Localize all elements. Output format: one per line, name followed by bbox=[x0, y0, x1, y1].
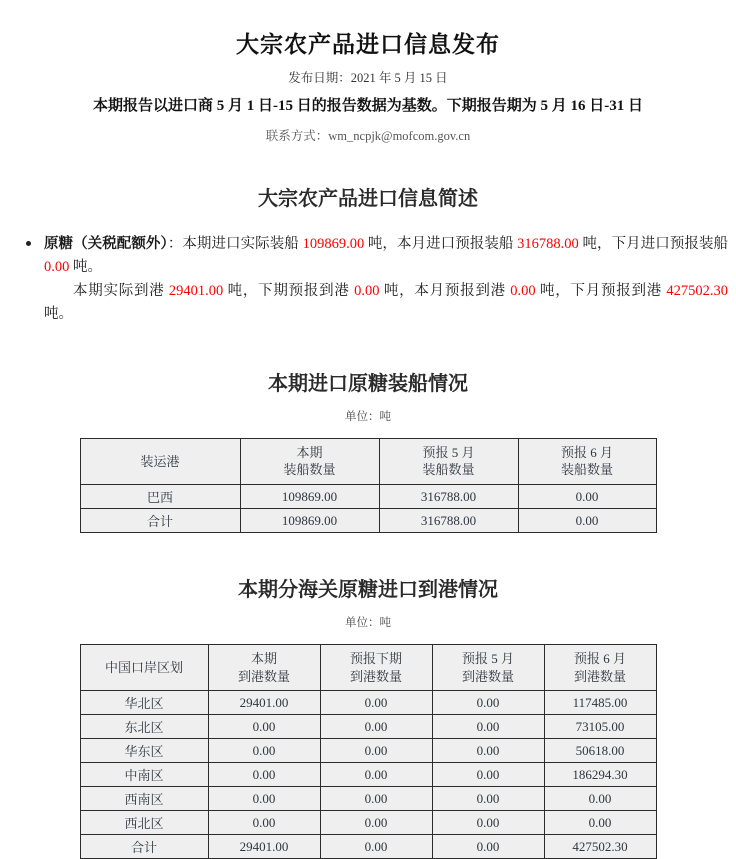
text-actual-arrived-prefix: 本期实际到港 bbox=[73, 282, 169, 299]
data-cell: 73105.00 bbox=[544, 715, 656, 739]
text-arrived-suffix: 吨。 bbox=[44, 306, 73, 323]
table1-head bbox=[80, 438, 656, 484]
data-cell: 0.00 bbox=[432, 787, 544, 811]
data-cell: 0.00 bbox=[320, 787, 432, 811]
data-cell: 117485.00 bbox=[544, 691, 656, 715]
column-header-0 bbox=[80, 438, 240, 484]
data-cell: 186294.30 bbox=[544, 763, 656, 787]
data-cell: 0.00 bbox=[208, 787, 320, 811]
row-label-cell: 中南区 bbox=[80, 763, 208, 787]
shipping-table bbox=[80, 438, 657, 533]
data-cell: 0.00 bbox=[208, 715, 320, 739]
column-header-line2: 到港数量 bbox=[237, 668, 290, 684]
data-cell: 427502.30 bbox=[544, 835, 656, 859]
table2-wrapper bbox=[0, 630, 736, 859]
column-header-3 bbox=[432, 645, 544, 691]
column-header-line1: 装运港 bbox=[140, 453, 180, 469]
data-cell: 29401.00 bbox=[208, 691, 320, 715]
value-month-forecast-shipped: 316788.00 bbox=[517, 236, 579, 252]
value-actual-arrived: 29401.00 bbox=[168, 282, 224, 299]
column-header-line2: 装船数量 bbox=[422, 462, 475, 478]
report-basis-note: 本期报告以进口商 5 月 1 日-15 日的报告数据为基数。下期报告期为 5 月 16 日-31 日 bbox=[93, 98, 643, 114]
table2-heading: 本期分海关原糖进口到港情况 bbox=[238, 579, 498, 602]
table-row bbox=[80, 739, 656, 763]
value-next-month-forecast-arrived: 427502.30 bbox=[666, 282, 729, 299]
data-cell: 0.00 bbox=[432, 811, 544, 835]
section-spacer bbox=[0, 327, 736, 361]
table1-unit-label: 单位：吨 bbox=[345, 410, 391, 423]
data-cell: 0.00 bbox=[208, 811, 320, 835]
data-cell: 0.00 bbox=[320, 811, 432, 835]
contact-info: 联系方式：wm_ncpjk@mofcom.gov.cn bbox=[265, 129, 471, 143]
data-cell: 0.00 bbox=[518, 509, 656, 533]
value-next-period-forecast-arrived: 0.00 bbox=[354, 282, 380, 299]
column-header-line2: 到港数量 bbox=[349, 668, 402, 684]
table-row bbox=[80, 485, 656, 509]
data-cell: 0.00 bbox=[320, 763, 432, 787]
arrival-sentence bbox=[44, 280, 728, 327]
data-cell: 0.00 bbox=[544, 787, 656, 811]
column-header-2 bbox=[379, 438, 518, 484]
row-label-cell: 东北区 bbox=[80, 715, 208, 739]
table-row bbox=[80, 763, 656, 787]
data-cell: 29401.00 bbox=[208, 835, 320, 859]
text-next-month-forecast-arrived-prefix: 吨，下月预报到港 bbox=[535, 282, 667, 299]
text-next-month-forecast-shipped-prefix: 吨，下月进口预报装船 bbox=[578, 236, 729, 252]
column-header-1 bbox=[240, 438, 379, 484]
table2-head bbox=[80, 645, 656, 691]
table-header-row bbox=[80, 645, 656, 691]
list-item bbox=[18, 233, 728, 327]
table-row bbox=[80, 835, 656, 859]
value-next-month-forecast-shipped: 0.00 bbox=[44, 259, 70, 276]
data-cell: 316788.00 bbox=[379, 485, 518, 509]
column-header-line2: 到港数量 bbox=[461, 668, 514, 684]
column-header-line1: 本期 bbox=[250, 651, 277, 667]
text-month-forecast-shipped-prefix: 吨，本月进口预报装船 bbox=[364, 236, 518, 252]
data-cell: 0.00 bbox=[320, 691, 432, 715]
colon-separator: ： bbox=[167, 236, 183, 252]
summary-block bbox=[0, 211, 736, 327]
table1-wrapper bbox=[0, 424, 736, 533]
row-label-cell: 西北区 bbox=[80, 811, 208, 835]
table2-unit-label: 单位：吨 bbox=[345, 617, 391, 630]
commodity-label: 原糖（关税配额外） bbox=[44, 236, 168, 252]
text-shipped-suffix: 吨。 bbox=[69, 259, 102, 276]
table1-body bbox=[80, 485, 656, 533]
column-header-line2: 到港数量 bbox=[573, 668, 626, 684]
column-header-4 bbox=[544, 645, 656, 691]
data-cell: 0.00 bbox=[320, 835, 432, 859]
row-label-cell: 合计 bbox=[80, 509, 240, 533]
column-header-line1: 预报 5 月 bbox=[422, 444, 475, 460]
column-header-line1: 预报 5 月 bbox=[461, 651, 514, 667]
table2-body bbox=[80, 691, 656, 859]
column-header-3 bbox=[518, 438, 656, 484]
column-header-line1: 预报 6 月 bbox=[560, 444, 613, 460]
publish-date: 发布日期：2021 年 5 月 15 日 bbox=[288, 71, 448, 85]
text-month-forecast-arrived-prefix: 吨，本月预报到港 bbox=[379, 282, 511, 299]
data-cell: 109869.00 bbox=[240, 485, 379, 509]
data-cell: 50618.00 bbox=[544, 739, 656, 763]
data-cell: 0.00 bbox=[320, 715, 432, 739]
table1-heading: 本期进口原糖装船情况 bbox=[268, 372, 468, 395]
table-header-row bbox=[80, 438, 656, 484]
section-spacer-2 bbox=[0, 533, 736, 567]
column-header-2 bbox=[320, 645, 432, 691]
row-label-cell: 巴西 bbox=[80, 485, 240, 509]
row-label-cell: 西南区 bbox=[80, 787, 208, 811]
column-header-1 bbox=[208, 645, 320, 691]
table-row bbox=[80, 509, 656, 533]
column-header-line1: 中国口岸区划 bbox=[104, 659, 183, 675]
data-cell: 0.00 bbox=[432, 739, 544, 763]
data-cell: 0.00 bbox=[432, 835, 544, 859]
row-label-cell: 华北区 bbox=[80, 691, 208, 715]
value-actual-shipped: 109869.00 bbox=[302, 236, 365, 252]
data-cell: 0.00 bbox=[432, 763, 544, 787]
data-cell: 0.00 bbox=[208, 763, 320, 787]
data-cell: 109869.00 bbox=[240, 509, 379, 533]
row-label-cell: 合计 bbox=[80, 835, 208, 859]
summary-heading: 大宗农产品进口信息简述 bbox=[258, 188, 478, 210]
data-cell: 0.00 bbox=[544, 811, 656, 835]
page-title: 大宗农产品进口信息发布 bbox=[236, 32, 500, 57]
column-header-0 bbox=[80, 645, 208, 691]
data-cell: 0.00 bbox=[320, 739, 432, 763]
data-cell: 0.00 bbox=[208, 739, 320, 763]
table-row bbox=[80, 715, 656, 739]
row-label-cell: 华东区 bbox=[80, 739, 208, 763]
table-row bbox=[80, 811, 656, 835]
data-cell: 0.00 bbox=[518, 485, 656, 509]
column-header-line1: 预报下期 bbox=[349, 651, 402, 667]
column-header-line1: 本期 bbox=[296, 444, 323, 460]
column-header-line2: 装船数量 bbox=[283, 462, 336, 478]
column-header-line1: 预报 6 月 bbox=[573, 651, 626, 667]
text-next-period-forecast-arrived-prefix: 吨，下期预报到港 bbox=[223, 282, 355, 299]
data-cell: 0.00 bbox=[432, 691, 544, 715]
arrival-table bbox=[80, 644, 657, 859]
table-row bbox=[80, 691, 656, 715]
text-actual-shipped-prefix: 本期进口实际装船 bbox=[182, 236, 303, 252]
bullet-dot-icon bbox=[26, 241, 31, 246]
value-month-forecast-arrived: 0.00 bbox=[510, 282, 536, 299]
data-cell: 0.00 bbox=[432, 715, 544, 739]
column-header-line2: 装船数量 bbox=[560, 462, 613, 478]
table-row bbox=[80, 787, 656, 811]
data-cell: 316788.00 bbox=[379, 509, 518, 533]
